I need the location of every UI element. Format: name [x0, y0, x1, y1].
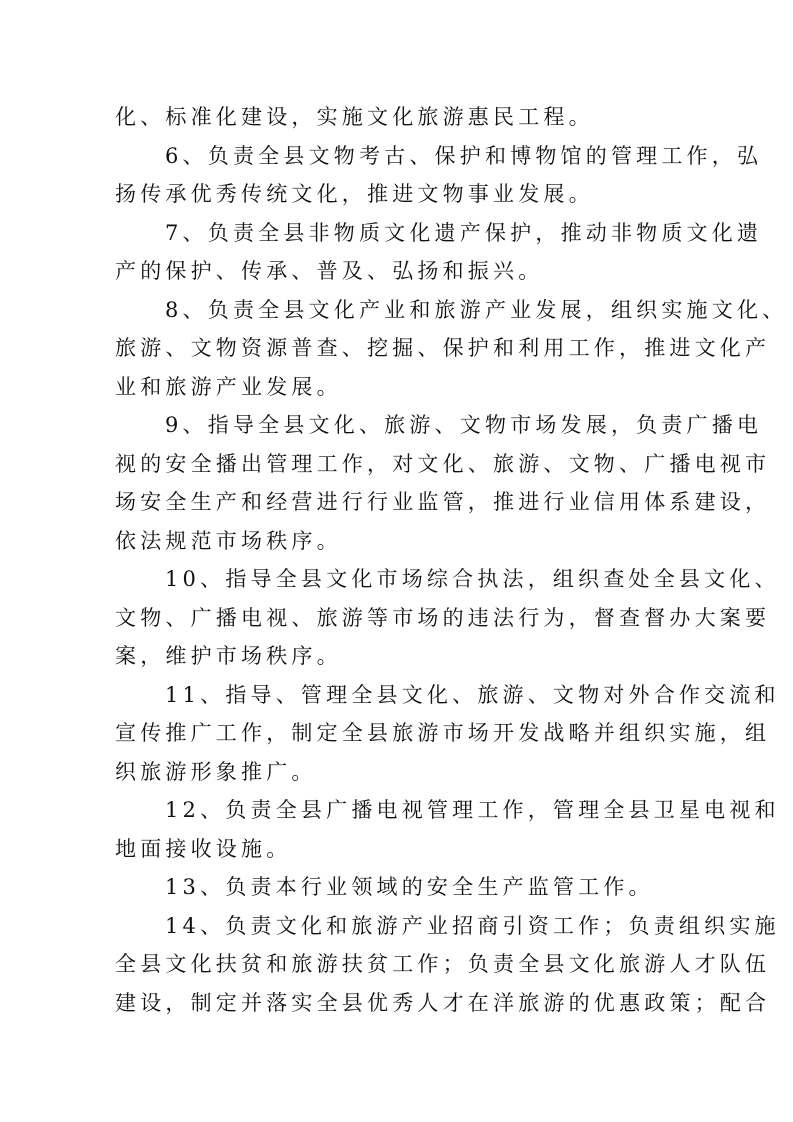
document-body [115, 98, 788, 1022]
paragraph-line: 宣传推广工作，制定全县旅游市场开发战略并组织实施，组 [115, 721, 771, 745]
paragraph-line: 文物、广播电视、旅游等市场的违法行为，督查督办大案要 [115, 605, 771, 630]
paragraph-line: 织旅游形象推广。 [115, 759, 317, 784]
paragraph-first-line: 13、负责本行业领域的安全生产监管工作。 [165, 875, 654, 899]
paragraph-line: 扬传承优秀传统文化，推进文物事业发展。 [115, 182, 594, 206]
paragraph-first-line: 14、负责文化和旅游产业招商引资工作；负责组织实施 [165, 913, 780, 938]
paragraph-line: 化、标准化建设，实施文化旅游惠民工程。 [115, 105, 594, 129]
paragraph-line: 建设，制定并落实全县优秀人才在洋旅游的优惠政策；配合 [115, 990, 771, 1015]
paragraph-first-line: 9、指导全县文化、旅游、文物市场发展，负责广播电 [165, 413, 763, 437]
paragraph-line: 旅游、文物资源普查、挖掘、保护和利用工作，推进文化产 [115, 336, 771, 360]
paragraph-first-line: 7、负责全县非物质文化遗产保护，推动非物质文化遗 [165, 220, 763, 245]
paragraph-line: 依法规范市场秩序。 [115, 528, 342, 553]
paragraph-line: 产的保护、传承、普及、弘扬和振兴。 [115, 259, 544, 283]
paragraph-first-line: 8、负责全县文化产业和旅游产业发展，组织实施文化、 [165, 297, 788, 322]
paragraph-line: 场安全生产和经营进行行业监管，推进行业信用体系建设， [115, 490, 771, 514]
paragraph-line: 全县文化扶贫和旅游扶贫工作；负责全县文化旅游人才队伍 [115, 952, 771, 976]
paragraph-line: 视的安全播出管理工作，对文化、旅游、文物、广播电视市 [115, 451, 771, 476]
paragraph-first-line: 6、负责全县文物考古、保护和博物馆的管理工作，弘 [165, 143, 763, 168]
paragraph-first-line: 10、指导全县文化市场综合执法，组织查处全县文化、 [165, 567, 780, 591]
paragraph-line: 业和旅游产业发展。 [115, 374, 342, 399]
paragraph-first-line: 12、负责全县广播电视管理工作，管理全县卫星电视和 [165, 798, 780, 822]
paragraph-line: 地面接收设施。 [115, 836, 292, 861]
paragraph-line: 案，维护市场秩序。 [115, 644, 342, 668]
paragraph-first-line: 11、指导、管理全县文化、旅游、文物对外合作交流和 [165, 682, 780, 707]
